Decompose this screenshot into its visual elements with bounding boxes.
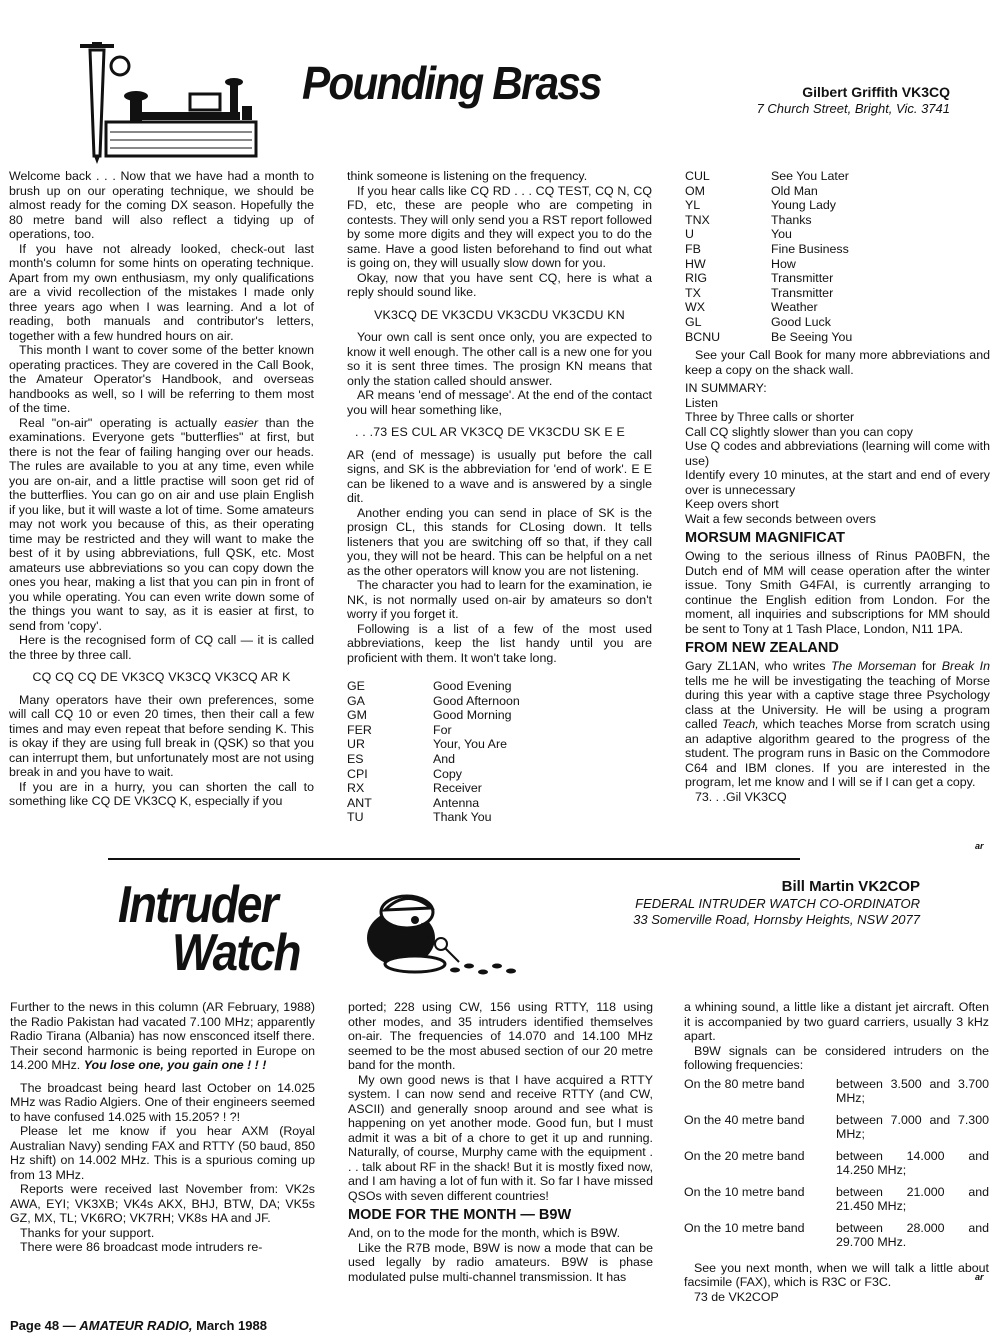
frequency-table — [684, 1077, 989, 1257]
abbr-code: CUL — [685, 169, 710, 183]
summary-item: Call CQ slightly slower than you can copy — [685, 424, 913, 439]
summary-item: Identify every 10 minutes, at the start and end of every over is unnecessary — [685, 468, 990, 497]
paragraph: Like the R7B mode, B9W is now a mode that can be used legally by radio amateurs. B9W is phase modulated pulse multi-channel transmission. It has — [348, 1240, 653, 1284]
paragraph: This month I want to cover some of the better known operating practices. They are covered in the Call Book, the Amateur Operator's Handbook, and overseas handbooks as well, so I will be referring to them most of the time. — [9, 343, 314, 415]
abbr-code: BCNU — [685, 329, 721, 344]
paragraph: The character you had to learn for the examination, ie NK, is not normally used on-air by amateurs so don't worry if you forget it. — [347, 578, 652, 621]
author-address: 7 Church Street, Bright, Vic. 3741 — [756, 101, 950, 116]
paragraph: B9W signals can be considered intruders on the following frequencies: — [684, 1043, 989, 1072]
paragraph: Here is the recognised form of CQ call — it is called the three by three call. — [9, 633, 314, 662]
paragraph: Your own call is sent once only, you are expected to know it well enough. The other call is a new one for you so it is sent three times. The prosign KN means that only the station called should answer. — [347, 330, 652, 388]
paragraph: Reports were received last November from: VK2s AWA, EYI; VK3XB; VK4s AKX, BHJ, BTW, DA; VK5s GZ, MX, TL; VK6RO; VK7RH; VK8s HA and JF. — [10, 1182, 315, 1225]
abbr-code: GA — [347, 693, 365, 708]
abbr-meaning: Young Lady — [771, 198, 837, 213]
article-column-1 — [10, 1000, 315, 1255]
issue-date: March 1988 — [192, 1318, 267, 1333]
detective-icon — [355, 886, 525, 978]
author-byline: Bill Martin VK2COP — [781, 878, 920, 895]
abbr-code: YL — [685, 198, 701, 213]
abbr-code: TU — [347, 810, 364, 825]
band-range: between 28.000 and 29.700 MHz. — [836, 1220, 989, 1249]
paragraph: Many operators have their own preferences, some will call CQ 10 or even 20 times, then their call a few times and may even repeat that before sending K. This is okay if they are using full break in (QSK) so that you can interrupt them, but unfortunately most are not using break in and you have to wait. — [9, 692, 314, 779]
paragraph: AR means 'end of message'. At the end of the contact you will hear something like, — [347, 388, 652, 417]
summary-item: Keep overs short — [685, 497, 779, 512]
paragraph: ported; 228 using CW, 156 using RTTY, 118 using other modes, and 35 intruders identified themselves on-air. The frequencies of 14.070 and 14.100 MHz seemed to be the most abused section of our 20 metre band for the month. — [348, 1000, 653, 1072]
abbr-code: FER — [347, 722, 372, 737]
abbr-code: RX — [347, 781, 365, 796]
paragraph: Another ending you can send in place of SK is the prosign CL, this stands for CLosing down. It tells listeners that you are switching off so that, if they call you, they will not be heard. This can be helpful on a net as the other operators will know you are not listening. — [347, 505, 652, 578]
section-title-watch: Watch — [172, 924, 300, 982]
paragraph: There were 86 broadcast mode intruders re- — [20, 1240, 263, 1254]
paragraph: Welcome back . . . Now that we have had a month to brush up on our operating technique, we should be almost ready for the coming DX season. Hopefully the 80 metre band will also reflect a tidying up of operations, too. — [9, 169, 314, 241]
abbr-meaning: And — [433, 751, 456, 766]
summary-item: Wait a few seconds between overs — [685, 511, 877, 526]
paragraph: My own good news is that I have acquired a RTTY system. I can now send and receive RTTY (and CW, ASCII) and generally snoop around and see what is happening on yet another mode. Good fun, but I must admit it was a bit of a chore to get it up and running. Naturally, of course, Murphy came with the equipment . . . talk about RF in the shack! But it is mostly fixed now, and I am having a lot of fun with it. So far I have missed QSOs with seven different countries! — [348, 1072, 653, 1203]
author-address: 33 Somerville Road, Hornsby Heights, NSW 2077 — [633, 912, 920, 927]
section-title-pounding-brass: Pounding Brass — [302, 57, 601, 109]
band-name: On the 10 metre band — [684, 1184, 805, 1199]
abbr-meaning: Good Evening — [433, 679, 512, 693]
band-range: between 21.000 and 21.450 MHz; — [836, 1184, 989, 1213]
article-column-3 — [684, 1000, 989, 1304]
abbr-code: U — [685, 227, 694, 242]
band-name: On the 40 metre band — [684, 1112, 805, 1127]
signoff: 73 de VK2COP — [694, 1289, 779, 1304]
abbr-meaning: Good Luck — [771, 314, 831, 329]
abbr-meaning: Receiver — [433, 781, 482, 796]
band-range: between 7.000 and 7.300 MHz; — [836, 1112, 989, 1141]
paragraph: Further to the news in this column (AR February, 1988) the Radio Pakistan had vacated 7.100 MHz; apparently Radio Tirana (Albania) has now ensconced itself there. Their second harmonic is being reported in Europe on 14.200 MHz. You lose one, you gain one ! ! ! — [10, 1000, 315, 1072]
abbr-code: OM — [685, 183, 705, 198]
abbr-meaning: Antenna — [433, 795, 480, 810]
abbr-meaning: Good Afternoon — [433, 693, 520, 708]
abbr-code: TNX — [685, 212, 710, 227]
section-title-intruder: Intruder — [118, 876, 277, 934]
abbr-code: UR — [347, 737, 365, 752]
abbr-meaning: For — [433, 722, 452, 737]
paragraph: Real "on-air" operating is actually easier than the examinations. Everyone gets "butterflies" at first, but there is not the fear of failing hanging over our heads. The rules are available to you at any time, even while you are on-air, and a little practise will soon get rid of the butterflies. You can go on air and use plain English if you like, but it will waste a lot of time. Some amateurs may not work you because of this, as their operating time may be restricted and they will want to make the best of it by using abbreviations, full QSK, etc. Most amateurs use abbreviations so you can copy down the ones you hear, making a list that you can pin in front of you while operating. You can even write down some of the things you want to say, as it is easier at first, to send from 'copy'. — [9, 415, 314, 633]
cq-call-example: CQ CQ CQ DE VK3CQ VK3CQ VK3CQ AR K — [32, 670, 291, 684]
abbr-meaning: See You Later — [771, 169, 849, 183]
end-mark: ar — [975, 841, 984, 851]
band-name: On the 10 metre band — [684, 1220, 805, 1235]
paragraph: Please let me know if you hear AXM (Royal Australian Navy) sending FAX and RTTY (50 baud, 850 Hz shift) on 14.002 MHz. This is a spurious coming up from 13 MHz. — [10, 1124, 315, 1182]
morse-key-illustration — [70, 36, 270, 164]
abbr-meaning: Be Seeing You — [771, 329, 853, 344]
abbr-code: CPI — [347, 766, 368, 781]
paragraph: think someone is listening on the frequency. — [347, 169, 588, 183]
end-call-example: . . .73 ES CUL AR VK3CQ DE VK3CDU SK E E — [355, 425, 625, 439]
article-column-2 — [348, 1000, 653, 1284]
article-column-2 — [347, 169, 652, 829]
abbr-code: ANT — [347, 795, 372, 810]
band-name: On the 20 metre band — [684, 1148, 805, 1163]
abbr-meaning: Copy — [433, 766, 462, 781]
summary-heading: IN SUMMARY: — [685, 381, 767, 396]
page-footer — [10, 1318, 267, 1333]
abbr-code: HW — [685, 256, 706, 271]
band-range: between 14.000 and 14.250 MHz; — [836, 1148, 989, 1177]
paragraph: If you are in a hurry, you can shorten the call to something like CQ DE VK3CQ K, especially if you — [9, 779, 314, 808]
summary-item: Use Q codes and abbreviations (learning will come with use) — [685, 439, 990, 468]
abbr-code: GE — [347, 679, 365, 693]
paragraph: See your Call Book for many more abbreviations and keep a copy on the shack wall. — [685, 348, 990, 377]
detective-illustration — [355, 886, 525, 978]
abbr-meaning: Weather — [771, 300, 818, 315]
author-byline: Gilbert Griffith VK3CQ — [802, 84, 950, 100]
paragraph: Following is a list of a few of the most used abbreviations, keep the list handy until you are proficient with them. It won't take long. — [347, 621, 652, 665]
band-name: On the 80 metre band — [684, 1076, 805, 1091]
paragraph: And, on to the mode for the month, which is B9W. — [348, 1226, 621, 1240]
subheading-mode-for-the-month: MODE FOR THE MONTH — B9W — [348, 1207, 572, 1223]
article-column-3 — [685, 169, 990, 804]
summary-item: Listen — [685, 395, 719, 410]
paragraph: Gary ZL1AN, who writes The Morseman for Break In tells me he will be investigating the teaching of Morse during this year with a captive stage three Psychology class at the University. He will be using a program called Teach, which teaches Morse from scratch using an adaptive algorithm geared to the progress of the student. The program runs in Basic on the Commodore C64 and IBM clones. If you are interested in the program, let me know and I will se if I can get a copy. — [685, 659, 990, 790]
paragraph: If you have not already looked, check-out last month's column for some hints on operating technique. Apart from my own enthusiasm, my only qualifications are a vivid recollection of the mistakes I made only three years ago when I was learning. And a lot of reading, both manuals and contributor's letters, together with a few hundred hours on air. — [9, 241, 314, 343]
paragraph: Okay, now that you have sent CQ, here is what a reply should sound like. — [347, 270, 652, 299]
abbr-code: GL — [685, 314, 702, 329]
abbreviation-list — [347, 679, 652, 825]
band-range: between 3.500 and 3.700 MHz; — [836, 1076, 989, 1105]
abbr-meaning: Transmitter — [771, 271, 834, 286]
abbr-meaning: Transmitter — [771, 285, 834, 300]
paragraph: Owing to the serious illness of Rinus PA0BFN, the Dutch end of MM will cease operation after the winter issue. Tony Smith G4FAI, is currently arranging to continue the English edition from London. For the moment, all inquiries and subscriptions for MM should be sent to Tony at 1 Tash Place, London, N11 1PA. — [685, 549, 990, 636]
summary-item: Three by Three calls or shorter — [685, 410, 855, 425]
morse-key-icon — [70, 36, 270, 164]
abbr-meaning: Good Morning — [433, 708, 512, 723]
page-number: Page 48 — — [10, 1318, 80, 1333]
article-column-1 — [9, 169, 314, 809]
paragraph: If you hear calls like CQ RD . . . CQ TEST, CQ N, CQ FD, etc, these are people who are competing in contests. They will only send you a RST report followed by some more digits and they will expect you to do the same. Have a good listen beforehand to find out what is going on, they will usually slow down for you. — [347, 183, 652, 270]
signoff: 73. . .Gil VK3CQ — [695, 789, 787, 804]
abbreviation-list — [685, 169, 990, 344]
abbr-meaning: Thank You — [433, 810, 492, 825]
paragraph: Thanks for your support. — [20, 1225, 155, 1240]
abbr-code: GM — [347, 708, 367, 723]
subheading-morsum-magnificat: MORSUM MAGNIFICAT — [685, 530, 846, 547]
end-mark: ar — [975, 1272, 984, 1282]
abbr-code: WX — [685, 300, 705, 315]
paragraph: a whining sound, a little like a distant jet aircraft. Often it is accompanied by two guard carriers, usually 3 kHz apart. — [684, 1000, 989, 1043]
paragraph: See you next month, when we will talk a little about facsimile (FAX), which is R3C or F3C. — [684, 1260, 989, 1289]
abbr-meaning: Thanks — [771, 212, 812, 227]
subheading-from-new-zealand: FROM NEW ZEALAND — [685, 640, 839, 657]
abbr-code: TX — [685, 285, 701, 300]
section-divider — [108, 858, 800, 860]
paragraph: The broadcast being heard last October on 14.025 MHz was Radio Algiers. One of their engineers seemed to have confused 14.025 with 15.205? ! ?! — [10, 1080, 315, 1124]
abbr-meaning: You — [771, 227, 792, 242]
abbr-meaning: Your, You Are — [433, 737, 507, 752]
reply-call-example: VK3CQ DE VK3CDU VK3CDU VK3CDU KN — [374, 307, 625, 322]
abbr-code: RIG — [685, 271, 708, 286]
abbr-meaning: Fine Business — [771, 241, 849, 256]
abbr-meaning: How — [771, 256, 796, 271]
abbr-code: FB — [685, 241, 701, 256]
paragraph: AR (end of message) is usually put before the call signs, and SK is the abbreviation for 'end of work'. E E can be likened to a wave and is answered by a single dit. — [347, 447, 652, 505]
abbr-code: ES — [347, 751, 364, 766]
abbr-meaning: Old Man — [771, 183, 818, 198]
author-role: FEDERAL INTRUDER WATCH CO-ORDINATOR — [635, 896, 920, 911]
magazine-name: AMATEUR RADIO, — [79, 1318, 193, 1333]
